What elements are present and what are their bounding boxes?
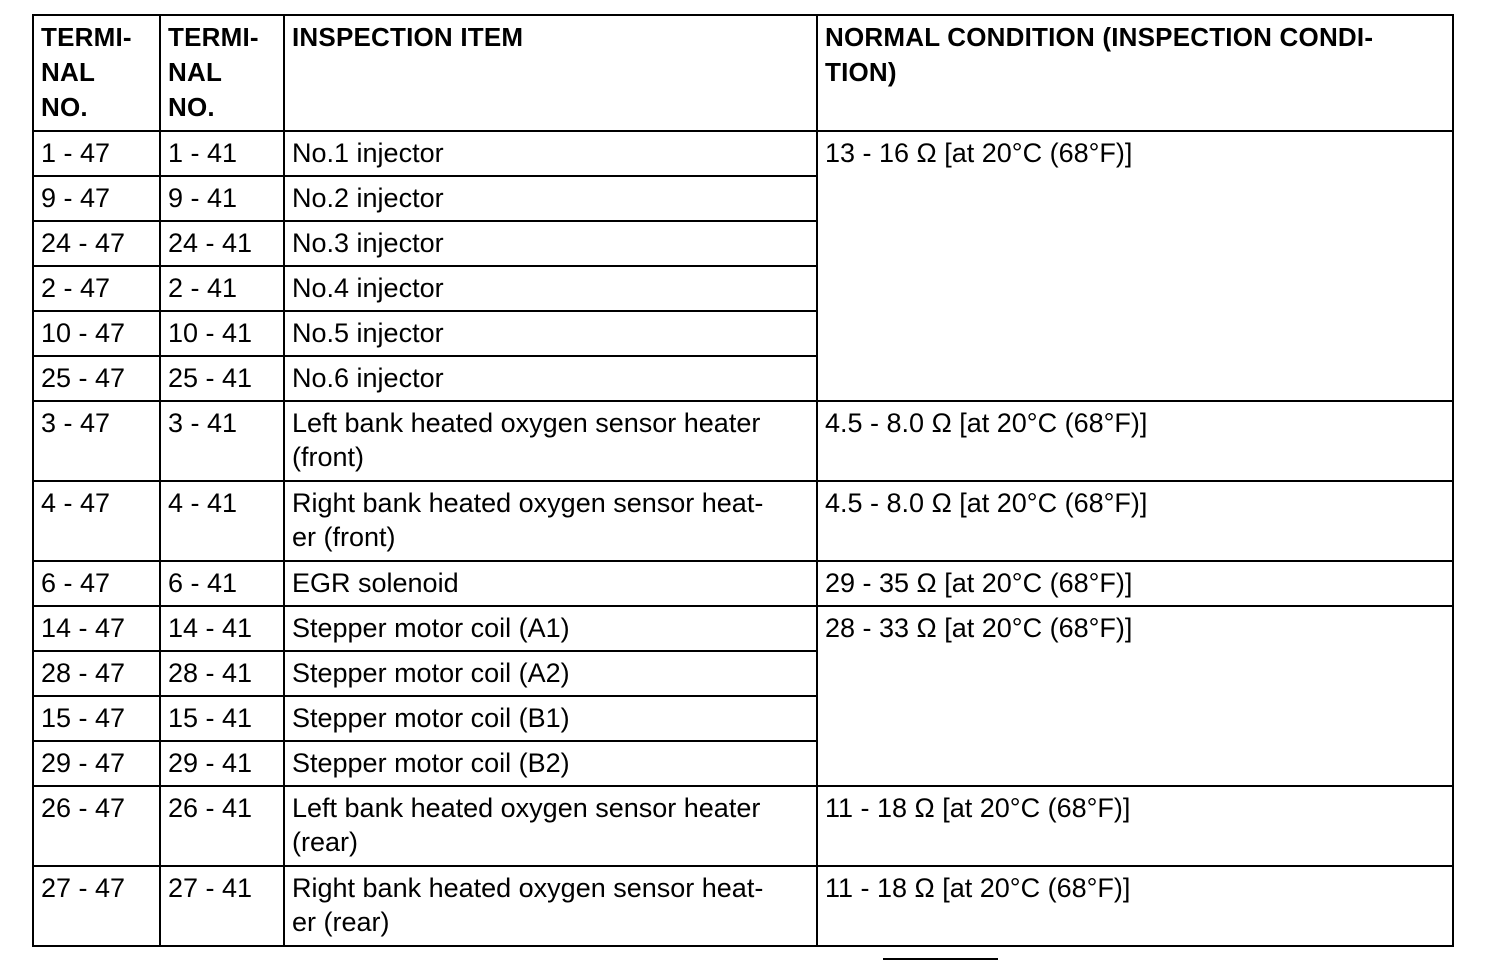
terminal-41-cell: 24 - 41 bbox=[160, 221, 284, 266]
header-inspection-item: INSPECTION ITEM bbox=[284, 15, 817, 131]
terminal-47-cell: 4 - 47 bbox=[33, 481, 160, 561]
terminal-47-cell: 24 - 47 bbox=[33, 221, 160, 266]
header-terminal-47: TERMI- NAL NO. bbox=[33, 15, 160, 131]
terminal-47-cell: 27 - 47 bbox=[33, 866, 160, 946]
terminal-47-cell: 6 - 47 bbox=[33, 561, 160, 606]
terminal-47-cell: 26 - 47 bbox=[33, 786, 160, 866]
header-terminal-41: TERMI- NAL NO. bbox=[160, 15, 284, 131]
normal-condition-cell: 29 - 35 Ω [at 20°C (68°F)] bbox=[817, 561, 1453, 606]
terminal-47-cell: 14 - 47 bbox=[33, 606, 160, 651]
table-row bbox=[33, 786, 1453, 866]
inspection-item-cell: Left bank heated oxygen sensor heater (front) bbox=[284, 401, 817, 481]
table-row bbox=[33, 866, 1453, 946]
terminal-47-cell: 2 - 47 bbox=[33, 266, 160, 311]
inspection-item-cell: EGR solenoid bbox=[284, 561, 817, 606]
terminal-41-cell: 25 - 41 bbox=[160, 356, 284, 401]
inspection-item-cell: No.6 injector bbox=[284, 356, 817, 401]
terminal-47-cell: 29 - 47 bbox=[33, 741, 160, 786]
inspection-item-cell: Right bank heated oxygen sensor heat- er (front) bbox=[284, 481, 817, 561]
terminal-47-cell: 10 - 47 bbox=[33, 311, 160, 356]
inspection-item-cell: Stepper motor coil (A1) bbox=[284, 606, 817, 651]
inspection-item-cell: No.2 injector bbox=[284, 176, 817, 221]
terminal-41-cell: 27 - 41 bbox=[160, 866, 284, 946]
normal-condition-cell: 11 - 18 Ω [at 20°C (68°F)] bbox=[817, 786, 1453, 866]
terminal-47-cell: 15 - 47 bbox=[33, 696, 160, 741]
header-row bbox=[33, 15, 1453, 131]
inspection-item-cell: Stepper motor coil (B2) bbox=[284, 741, 817, 786]
terminal-41-cell: 15 - 41 bbox=[160, 696, 284, 741]
terminal-41-cell: 10 - 41 bbox=[160, 311, 284, 356]
terminal-41-cell: 3 - 41 bbox=[160, 401, 284, 481]
terminal-41-cell: 1 - 41 bbox=[160, 131, 284, 176]
inspection-item-cell: Stepper motor coil (B1) bbox=[284, 696, 817, 741]
inspection-table bbox=[32, 14, 1454, 947]
terminal-47-cell: 28 - 47 bbox=[33, 651, 160, 696]
inspection-item-cell: Stepper motor coil (A2) bbox=[284, 651, 817, 696]
table-row bbox=[33, 481, 1453, 561]
terminal-41-cell: 28 - 41 bbox=[160, 651, 284, 696]
normal-condition-cell: 28 - 33 Ω [at 20°C (68°F)] bbox=[817, 606, 1453, 786]
table-row bbox=[33, 561, 1453, 606]
terminal-41-cell: 29 - 41 bbox=[160, 741, 284, 786]
table-row bbox=[33, 606, 1453, 651]
terminal-41-cell: 2 - 41 bbox=[160, 266, 284, 311]
terminal-41-cell: 14 - 41 bbox=[160, 606, 284, 651]
terminal-47-cell: 25 - 47 bbox=[33, 356, 160, 401]
normal-condition-cell: 4.5 - 8.0 Ω [at 20°C (68°F)] bbox=[817, 401, 1453, 481]
terminal-41-cell: 9 - 41 bbox=[160, 176, 284, 221]
terminal-47-cell: 9 - 47 bbox=[33, 176, 160, 221]
inspection-item-cell: Right bank heated oxygen sensor heat- er (rear) bbox=[284, 866, 817, 946]
inspection-item-cell: No.4 injector bbox=[284, 266, 817, 311]
inspection-item-cell: No.3 injector bbox=[284, 221, 817, 266]
normal-condition-cell: 11 - 18 Ω [at 20°C (68°F)] bbox=[817, 866, 1453, 946]
normal-condition-cell: 4.5 - 8.0 Ω [at 20°C (68°F)] bbox=[817, 481, 1453, 561]
terminal-41-cell: 26 - 41 bbox=[160, 786, 284, 866]
page-rule-mark bbox=[883, 958, 998, 960]
inspection-item-cell: No.5 injector bbox=[284, 311, 817, 356]
table-row bbox=[33, 131, 1453, 176]
terminal-41-cell: 4 - 41 bbox=[160, 481, 284, 561]
normal-condition-cell: 13 - 16 Ω [at 20°C (68°F)] bbox=[817, 131, 1453, 401]
terminal-47-cell: 1 - 47 bbox=[33, 131, 160, 176]
inspection-item-cell: Left bank heated oxygen sensor heater (rear) bbox=[284, 786, 817, 866]
table-row bbox=[33, 401, 1453, 481]
inspection-item-cell: No.1 injector bbox=[284, 131, 817, 176]
terminal-47-cell: 3 - 47 bbox=[33, 401, 160, 481]
terminal-41-cell: 6 - 41 bbox=[160, 561, 284, 606]
header-normal-condition: NORMAL CONDITION (INSPECTION CONDI- TION) bbox=[817, 15, 1453, 131]
